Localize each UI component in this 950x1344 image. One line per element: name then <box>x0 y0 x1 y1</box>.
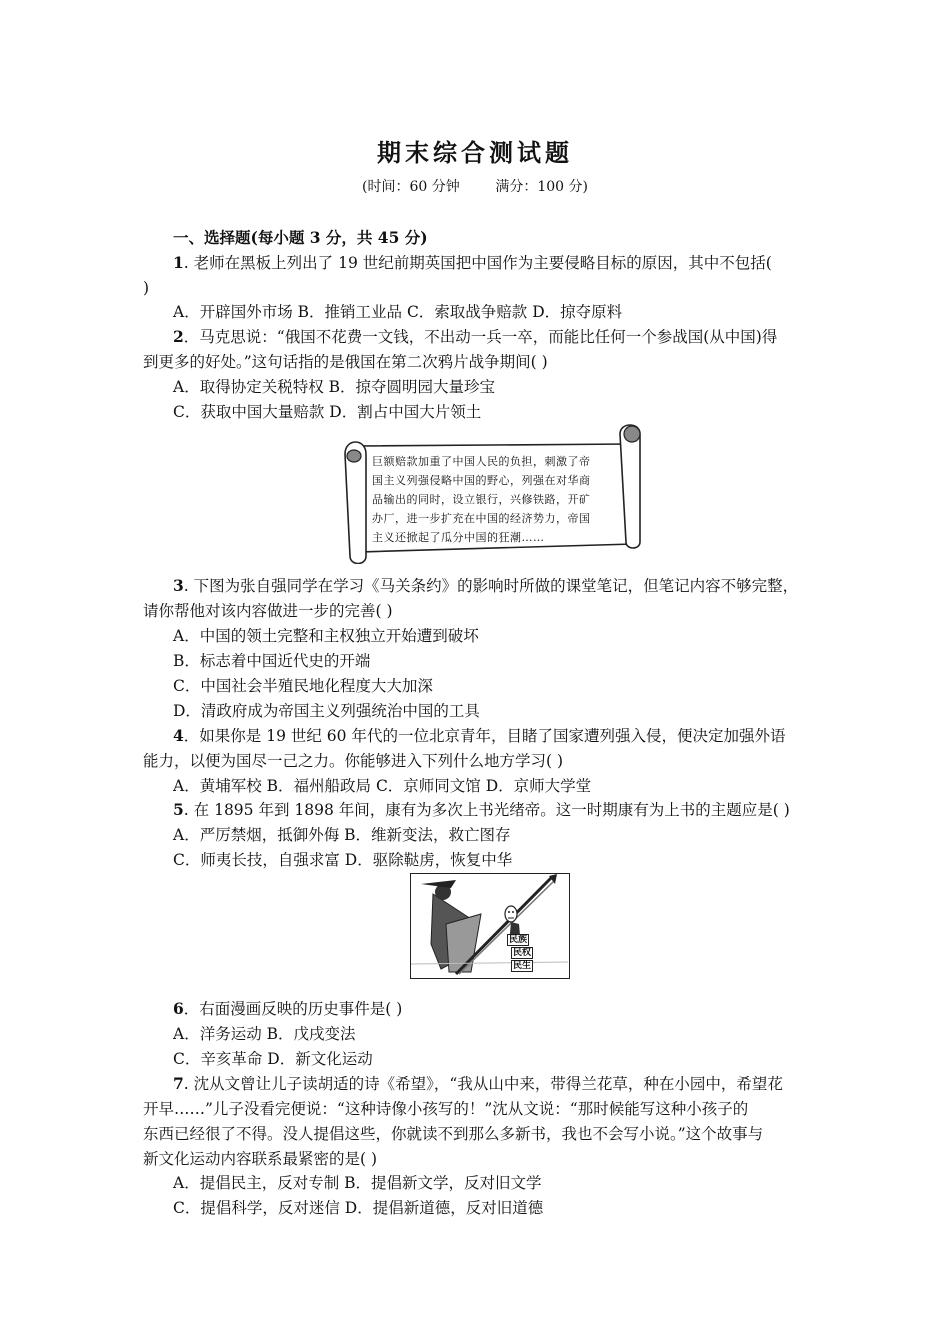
question-1-options: A．开辟国外市场 B．推销工业品 C．索取战争赔款 D．掠夺原料 <box>173 303 623 321</box>
question-7-stem-cont-3: 新文化运动内容联系最紧密的是( ) <box>143 1150 378 1168</box>
question-4-stem <box>173 726 785 746</box>
question-5-stem <box>173 800 790 820</box>
question-5-text: . 在 1895 年到 1898 年间，康有为多次上书光绪帝。这一时期康有为上书的主题应是( ) <box>183 801 790 819</box>
question-5-options-ab: A．严厉禁烟，抵御外侮 B．维新变法，救亡图存 <box>173 826 511 844</box>
question-7-stem-cont-1: 开早……”儿子没看完便说：“这种诗像小孩写的！”沈从文说：“那时候能写这种小孩子的 <box>143 1100 749 1118</box>
question-3-stem <box>173 576 798 596</box>
question-3-option-a: A．中国的领土完整和主权独立开始遭到破坏 <box>173 627 479 645</box>
cartoon-label-minsheng: 民生 <box>513 961 532 971</box>
scroll-note-text <box>372 452 612 547</box>
question-6-number: 6 <box>173 999 184 1018</box>
question-4-number: 4 <box>173 726 184 745</box>
scroll-note-figure <box>340 424 645 564</box>
cartoon-illustration <box>411 874 568 977</box>
question-6-text: ．右面漫画反映的历史事件是( ) <box>183 1000 403 1018</box>
question-7-stem <box>173 1074 783 1094</box>
question-4-options: A．黄埔军校 B．福州船政局 C．京师同文馆 D．京师大学堂 <box>173 777 592 795</box>
question-2-stem <box>173 327 777 347</box>
question-3-option-d: D．清政府成为帝国主义列强统治中国的工具 <box>173 702 480 720</box>
cartoon-figure <box>410 873 570 979</box>
question-1-text: . 老师在黑板上列出了 19 世纪前期英国把中国作为主要侵略目标的原因，其中不包括( <box>183 254 772 272</box>
question-1-stem <box>173 253 772 273</box>
question-2-stem-cont: 到更多的好处。”这句话指的是俄国在第二次鸦片战争期间( ) <box>143 353 548 371</box>
question-6-stem <box>173 999 402 1019</box>
question-6-options-cd: C．辛亥革命 D．新文化运动 <box>173 1050 373 1068</box>
question-3-option-b: B．标志着中国近代史的开端 <box>173 652 371 670</box>
question-4-text: ．如果你是 19 世纪 60 年代的一位北京青年，目睹了国家遭列强入侵，便决定加强外语 <box>183 727 786 745</box>
question-4-stem-cont: 能力，以便为国尽一己之力。你能够进入下列什么地方学习( ) <box>143 752 564 770</box>
scroll-line-2: 国主义列强侵略中国的野心，列强在对华商 <box>372 474 591 487</box>
question-7-number: 7 <box>173 1074 184 1093</box>
question-3-number: 3 <box>173 576 184 595</box>
question-1-stem-cont: ) <box>143 279 150 297</box>
scroll-line-1: 巨额赔款加重了中国人民的负担，刺激了帝 <box>372 455 591 468</box>
question-2-options-ab: A．取得协定关税特权 B．掠夺圆明园大量珍宝 <box>173 378 496 396</box>
question-3-stem-cont: 请你帮他对该内容做进一步的完善( ) <box>143 602 393 620</box>
question-2-text: ．马克思说：“俄国不花费一文钱，不出动一兵一卒，而能比任何一个参战国(从中国)得 <box>183 328 778 346</box>
question-7-stem-cont-2: 东西已经很了不得。没人提倡这些，你就读不到那么多新书，我也不会写小说。”这个故事与 <box>143 1125 764 1143</box>
scroll-line-5: 主义还掀起了瓜分中国的狂潮…… <box>372 531 545 544</box>
question-3-option-c: C．中国社会半殖民地化程度大大加深 <box>173 677 433 695</box>
question-5-number: 5 <box>173 800 184 819</box>
question-6-options-ab: A．洋务运动 B．戊戌变法 <box>173 1025 356 1043</box>
scroll-line-4: 办厂，进一步扩充在中国的经济势力，帝国 <box>372 512 591 525</box>
exam-info: (时间：60 分钟 满分：100 分) <box>362 179 588 195</box>
question-2-number: 2 <box>173 327 184 346</box>
question-2-options-cd: C．获取中国大量赔款 D．割占中国大片领土 <box>173 403 482 421</box>
section-heading: 一、选择题(每小题 3 分，共 45 分) <box>173 228 428 247</box>
cartoon-label-minquan: 民权 <box>513 948 532 958</box>
question-7-options-cd: C．提倡科学，反对迷信 D．提倡新道德，反对旧道德 <box>173 1199 544 1217</box>
question-1-number: 1 <box>173 253 184 272</box>
page-title: 期末综合测试题 <box>377 138 573 167</box>
question-7-text: . 沈从文曾让儿子读胡适的诗《希望》，“我从山中来，带得兰花草，种在小园中，希望花 <box>183 1075 783 1093</box>
question-3-text: . 下图为张自强同学在学习《马关条约》的影响时所做的课堂笔记，但笔记内容不够完整， <box>183 577 799 595</box>
scroll-line-3: 品输出的同时，设立银行，兴修铁路，开矿 <box>372 493 591 506</box>
question-7-options-ab: A．提倡民主，反对专制 B．提倡新文学，反对旧文学 <box>173 1174 542 1192</box>
question-5-options-cd: C．师夷长技，自强求富 D．驱除鞑虏，恢复中华 <box>173 851 513 869</box>
cartoon-label-minzu: 民族 <box>509 935 528 945</box>
